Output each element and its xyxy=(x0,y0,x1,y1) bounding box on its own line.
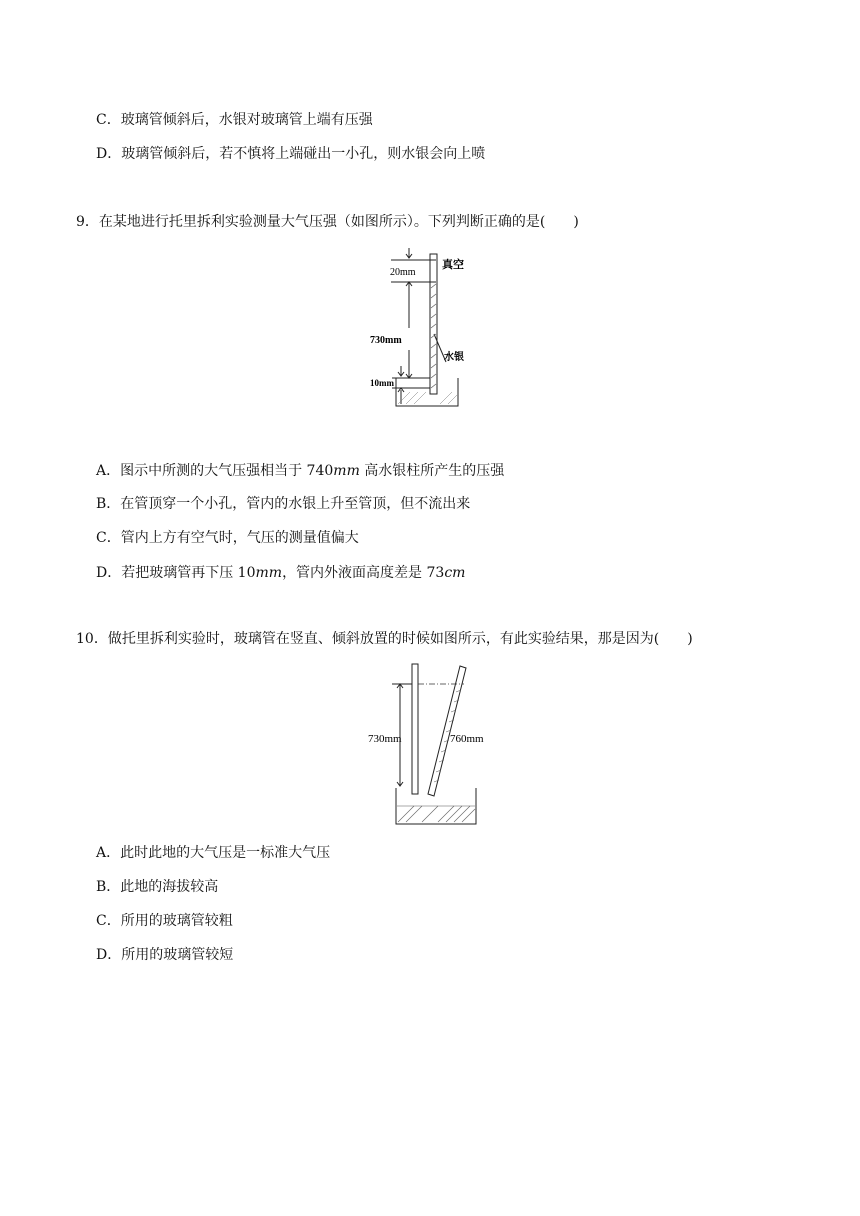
q10-option-a: A．此时此地的大气压是一标准大气压 xyxy=(96,845,331,861)
q9-option-a: A．图示中所测的大气压强相当于 740mm 高水银柱所产生的压强 xyxy=(96,463,505,479)
q10-option-c: C．所用的玻璃管较粗 xyxy=(96,913,233,929)
vertical-tube xyxy=(412,664,418,794)
q9-option-c: C．管内上方有空气时，气压的测量值偏大 xyxy=(96,530,359,546)
mercury-basin xyxy=(396,378,458,406)
label-vacuum: 真空 xyxy=(442,259,464,271)
q9-option-b: B．在管顶穿一个小孔，管内的水银上升至管顶，但不流出来 xyxy=(96,496,471,512)
label-10mm: 10mm xyxy=(370,378,394,388)
option-c-prev: C．玻璃管倾斜后，水银对玻璃管上端有压强 xyxy=(96,112,373,128)
question-9-stem: 9．在某地进行托里拆利实验测量大气压强（如图所示）。下列判断正确的是( ) xyxy=(76,214,579,230)
label-mercury: 水银 xyxy=(444,352,464,363)
label-730mm: 730mm xyxy=(370,335,402,346)
tilted-tube xyxy=(428,666,466,796)
question-10-figure xyxy=(364,662,494,828)
label-730mm: 730mm xyxy=(368,733,402,745)
label-760mm: 760mm xyxy=(450,733,484,745)
option-d-prev: D．玻璃管倾斜后，若不慎将上端碰出一小孔，则水银会向上喷 xyxy=(96,146,486,162)
q10-option-b: B．此地的海拔较高 xyxy=(96,879,219,895)
question-9-figure xyxy=(366,246,466,416)
label-20mm: 20mm xyxy=(390,267,416,278)
q9-option-d: D．若把玻璃管再下压 10mm，管内外液面高度差是 73cm xyxy=(96,565,466,581)
question-10-stem: 10．做托里拆利实验时，玻璃管在竖直、倾斜放置的时候如图所示，有此实验结果，那是因为( ) xyxy=(76,631,693,647)
q10-option-d: D．所用的玻璃管较短 xyxy=(96,947,234,963)
